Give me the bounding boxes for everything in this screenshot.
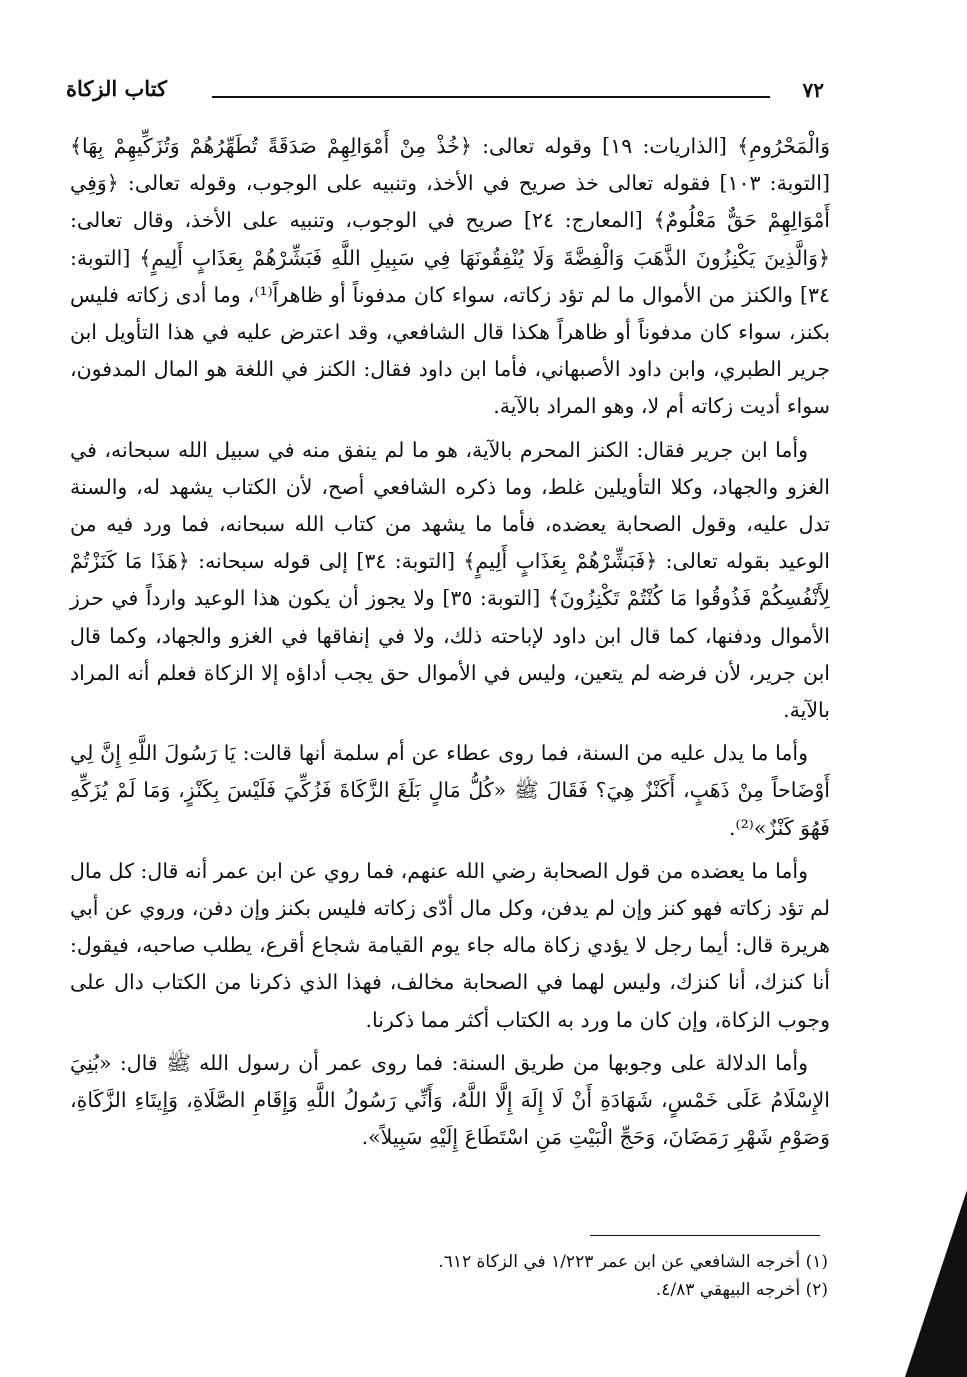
paragraph-5: وأما الدلالة على وجوبها من طريق السنة: فما روى عمر أن رسول الله ﷺ قال: «بُنِيَ الإِسْلَامُ عَلَى خَمْسٍ، شَهَادَةِ أَنْ لَا إِلَهَ إِلَّا اللَّهُ، وَأَنِّي رَسُولُ اللَّهِ وَإِقَامِ الصَّلَاةِ، وَإِيتَاءِ الزَّكَاةِ، وَصَوْمِ شَهْرِ رَمَضَانَ، وَحَجِّ الْبَيْتِ مَنِ اسْتَطَاعَ إِلَيْهِ سَبِيلاً». <box>70 1050 830 1150</box>
book-title: كتاب الزكاة <box>66 76 168 101</box>
footnotes <box>70 1248 828 1304</box>
page-number: ٧٢ <box>802 78 824 102</box>
paragraph-4: وأما ما يعضده من قول الصحابة رضي الله عنهم، فما روي عن ابن عمر أنه قال: كل مال لم تؤد زكاته فهو كنز وإن لم يدفن، وكل مال أدّى زكاته فليس بكنز وإن دفن، وروي عن أبي هريرة قال: أيما رجل لا يؤدي زكاة ماله جاء يوم القيامة شجاع أقرع، يطلب صاحبه، فيقول: أنا كنزك، أنا كنزك، وليس لهما في الصحابة مخالف، فهذا الذي ذكرنا من الكتاب دال على وجوب الزكاة، وإن كان ما ورد به الكتاب أكثر مما ذكرنا. <box>70 858 830 1032</box>
page-header <box>62 72 832 112</box>
footnote-separator <box>590 1235 820 1236</box>
header-rule <box>212 96 770 98</box>
footnote-1: (١) أخرجه الشافعي عن ابن عمر ١/٢٢٣ في الزكاة ٦١٢. <box>438 1252 828 1272</box>
footnote-2: (٢) أخرجه البيهقي ٤/٨٣. <box>655 1280 828 1300</box>
paragraph-2: وأما ابن جرير فقال: الكنز المحرم بالآية، هو ما لم ينفق منه في سبيل الله سبحانه، في الغزو والجهاد، وكلا التأويلين غلط، وما ذكره الشافعي أصح، لأن الكتاب يشهد له، والسنة تدل عليه، وقول الصحابة يعضده، فأما ما يشهد من كتاب الله سبحانه، فما ورد فيه من الوعيد بقوله تعالى: ﴿فَبَشِّرْهُمْ بِعَذَابٍ أَلِيمٍ﴾ [التوبة: ٣٤] إلى قوله سبحانه: ﴿هَذَا مَا كَنَزْتُمْ لِأَنْفُسِكُمْ فَذُوقُوا مَا كُنْتُمْ تَكْنِزُونَ﴾ [التوبة: ٣٥] ولا يجوز أن يكون هذا الوعيد وارداً في حرز الأموال ودفنها، كما قال ابن داود لإباحته ذلك، ولا في إنفاقها في الغزو والجهاد، وكما قال ابن جرير، لأن فرضه لم يتعين، وليس في الأموال حق يجب أداؤه إلا الزكاة فعلم أنه المراد بالآية. <box>70 437 831 723</box>
paragraph-3: وأما ما يدل عليه من السنة، فما روى عطاء عن أم سلمة أنها قالت: يَا رَسُولَ اللَّهِ إِنَّ لِي أَوْضَاحاً مِنْ ذَهَبٍ، أَكَنْزٌ هِيَ؟ فَقَالَ ﷺ «كُلُّ مَالٍ بَلَغَ الزَّكَاةَ فَزُكِّيَ فَلَيْسَ بِكَنْزٍ، وَمَا لَمْ يُزَكِّهِ فَهُوَ كَنْزٌ»⁽²⁾. <box>70 741 830 840</box>
body-text <box>70 128 830 1162</box>
scan-edge-shadow <box>905 1190 967 1377</box>
paragraph-1: وَالْمَحْرُومِ﴾ [الذاريات: ١٩] وقوله تعالى: ﴿خُذْ مِنْ أَمْوَالِهِمْ صَدَقَةً تُطَهِّرُهُمْ وَتُزَكِّيهِمْ بِهَا﴾ [التوبة: ١٠٣] فقوله تعالى خذ صريح في الأخذ، وتنبيه على الوجوب، وقوله تعالى: ﴿وَفِي أَمْوَالِهِمْ حَقٌّ مَعْلُومٌ﴾ [المعارج: ٢٤] صريح في الوجوب، وتنبيه على الأخذ، وقال تعالى: ﴿وَالَّذِينَ يَكْنِزُونَ الذَّهَبَ وَالْفِضَّةَ وَلَا يُنْفِقُونَهَا فِي سَبِيلِ اللَّهِ فَبَشِّرْهُمْ بِعَذَابٍ أَلِيمٍ﴾ [التوبة: ٣٤] والكنز من الأموال ما لم تؤد زكاته، سواء كان مدفوناً أو ظاهراً⁽¹⁾، وما أدى زكاته فليس بكنز، سواء كان مدفوناً أو ظاهراً هكذا قال الشافعي، وقد اعترض عليه في هذا التأويل ابن جرير الطبري، وابن داود الأصبهاني، فأما ابن داود فقال: الكنز في اللغة هو المال المدفون، سواء أديت زكاته أم لا، وهو المراد بالآية. <box>70 134 830 419</box>
